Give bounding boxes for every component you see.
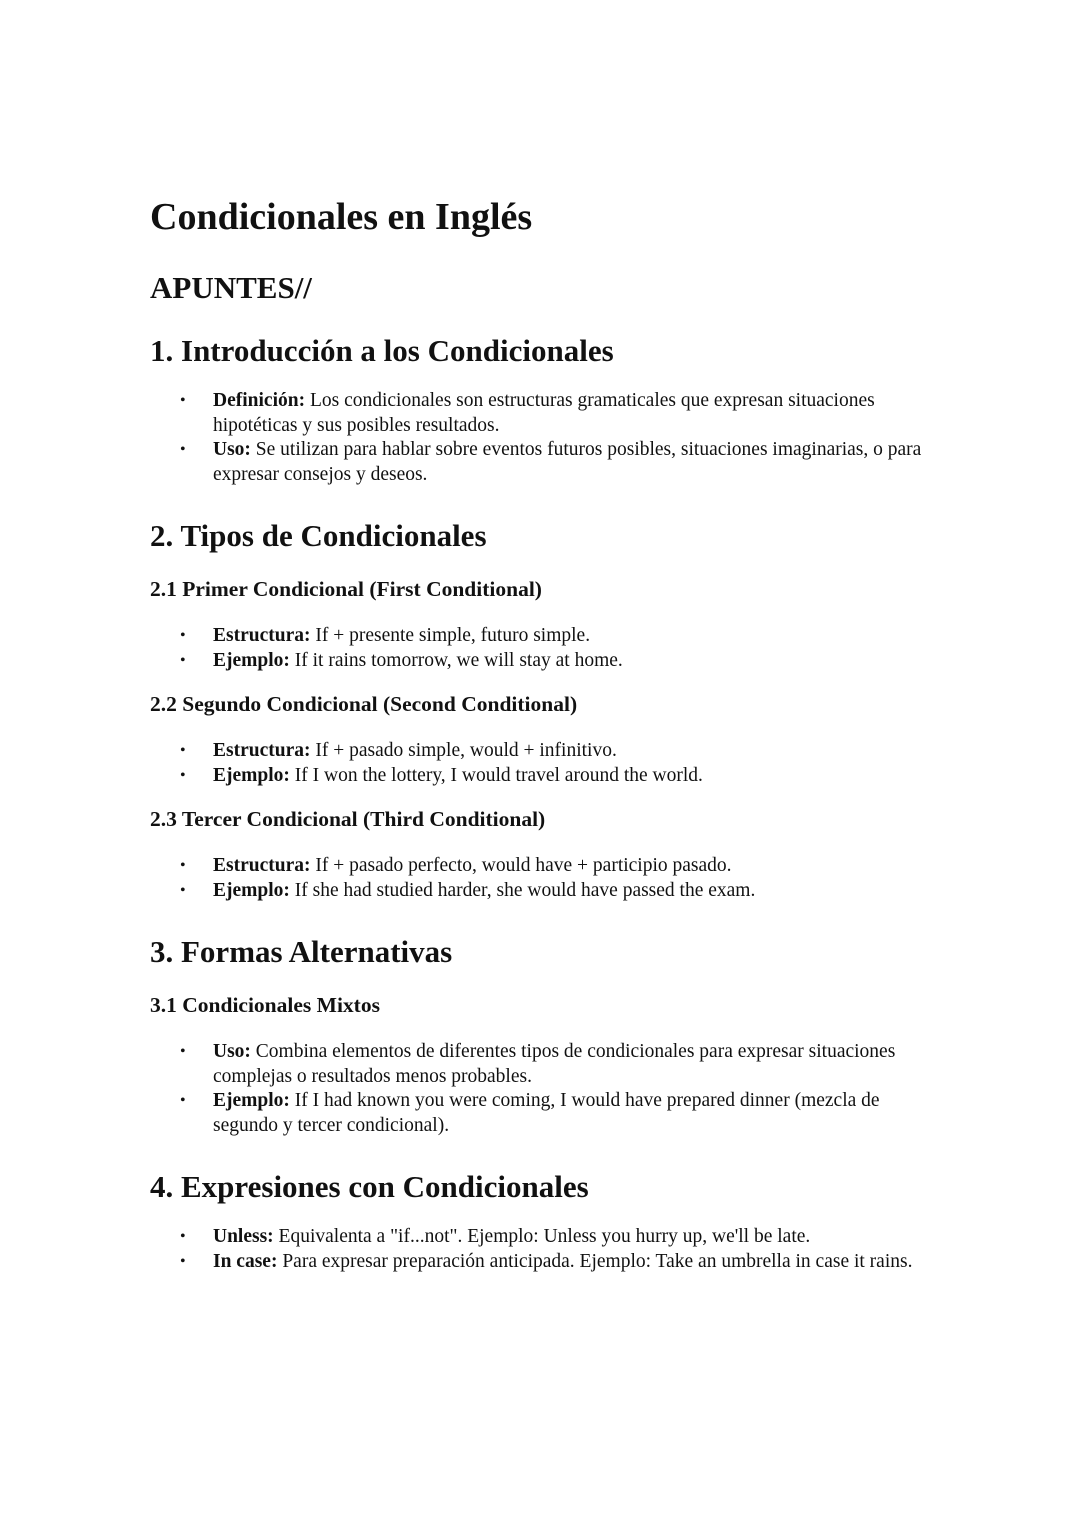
subsection-heading-first: 2.1 Primer Condicional (First Conditional)	[150, 577, 542, 601]
item-text: Combina elementos de diferentes tipos de condicionales para expresar situaciones complejas o resultados menos probables.	[213, 1041, 896, 1087]
item-text: If she had studied harder, she would have passed the exam.	[289, 879, 756, 901]
list-item	[150, 649, 940, 674]
subsection-heading-third: 2.3 Tercer Condicional (Third Conditional)	[150, 807, 546, 831]
list-item	[150, 1250, 940, 1275]
item-text: If I won the lottery, I would travel around the world.	[289, 764, 703, 786]
item-text: If + pasado perfecto, would have + participio pasado.	[310, 855, 732, 876]
item-label: Uso:	[213, 439, 251, 460]
section-heading-intro: 1. Introducción a los Condicionales	[150, 333, 614, 368]
section-heading-types: 2. Tipos de Condicionales	[150, 518, 487, 553]
bullet-icon: •	[180, 392, 186, 409]
list-item	[150, 879, 940, 904]
bullet-list-mixed	[150, 1040, 940, 1138]
bullet-list-first	[150, 624, 940, 673]
item-text: Los condicionales son estructuras gramaticales que expresan situaciones hipotéticas y sus posibles resultados.	[213, 390, 875, 436]
list-item	[150, 1040, 940, 1089]
section-heading-expressions: 4. Expresiones con Condicionales	[150, 1169, 589, 1204]
item-label: Ejemplo:	[213, 649, 290, 671]
list-item	[150, 854, 940, 879]
list-item	[150, 438, 940, 487]
bullet-icon: •	[180, 742, 186, 759]
item-label: Uso:	[213, 1041, 251, 1062]
item-label: Definición:	[213, 390, 306, 411]
bullet-icon: •	[180, 441, 186, 458]
item-label: Ejemplo:	[213, 879, 290, 901]
list-item	[150, 1089, 940, 1138]
item-label: Estructura:	[213, 855, 311, 876]
item-text: Equivalenta a "if...not". Ejemplo: Unless you hurry up, we'll be late.	[273, 1226, 811, 1247]
page-subtitle: APUNTES//	[150, 270, 312, 305]
list-item	[150, 1225, 940, 1250]
bullet-icon: •	[180, 1092, 186, 1109]
bullet-icon: •	[180, 1252, 186, 1270]
item-label: In case:	[213, 1250, 278, 1272]
bullet-icon: •	[180, 766, 186, 784]
list-item	[150, 389, 940, 438]
page-title: Condicionales en Inglés	[150, 196, 533, 238]
item-text: If + pasado simple, would + infinitivo.	[310, 740, 617, 761]
item-label: Estructura:	[213, 740, 311, 761]
item-label: Ejemplo:	[213, 1090, 290, 1111]
item-label: Ejemplo:	[213, 764, 290, 786]
bullet-icon: •	[180, 627, 186, 644]
bullet-icon: •	[180, 1228, 186, 1245]
item-text: Se utilizan para hablar sobre eventos futuros posibles, situaciones imaginarias, o para expresar consejos y deseos.	[213, 439, 922, 485]
bullet-list-third	[150, 854, 940, 903]
list-item	[150, 764, 940, 789]
section-heading-alternatives: 3. Formas Alternativas	[150, 934, 453, 969]
bullet-icon: •	[180, 881, 186, 899]
list-item	[150, 739, 940, 764]
subsection-heading-second: 2.2 Segundo Condicional (Second Conditional)	[150, 692, 578, 716]
item-text: If I had known you were coming, I would have prepared dinner (mezcla de segundo y tercer condicional).	[213, 1090, 880, 1136]
item-label: Unless:	[213, 1226, 274, 1247]
bullet-list-second	[150, 739, 940, 788]
item-label: Estructura:	[213, 625, 311, 646]
bullet-icon: •	[180, 651, 186, 669]
bullet-list-intro	[150, 389, 940, 487]
item-text: If it rains tomorrow, we will stay at home.	[289, 649, 623, 671]
bullet-icon: •	[180, 1043, 186, 1060]
document-page	[150, 190, 940, 1274]
bullet-list-expressions	[150, 1225, 940, 1274]
bullet-icon: •	[180, 857, 186, 874]
list-item	[150, 624, 940, 649]
item-text: Para expresar preparación anticipada. Ejemplo: Take an umbrella in case it rains.	[277, 1250, 913, 1272]
item-text: If + presente simple, futuro simple.	[310, 625, 591, 646]
subsection-heading-mixed: 3.1 Condicionales Mixtos	[150, 993, 380, 1017]
